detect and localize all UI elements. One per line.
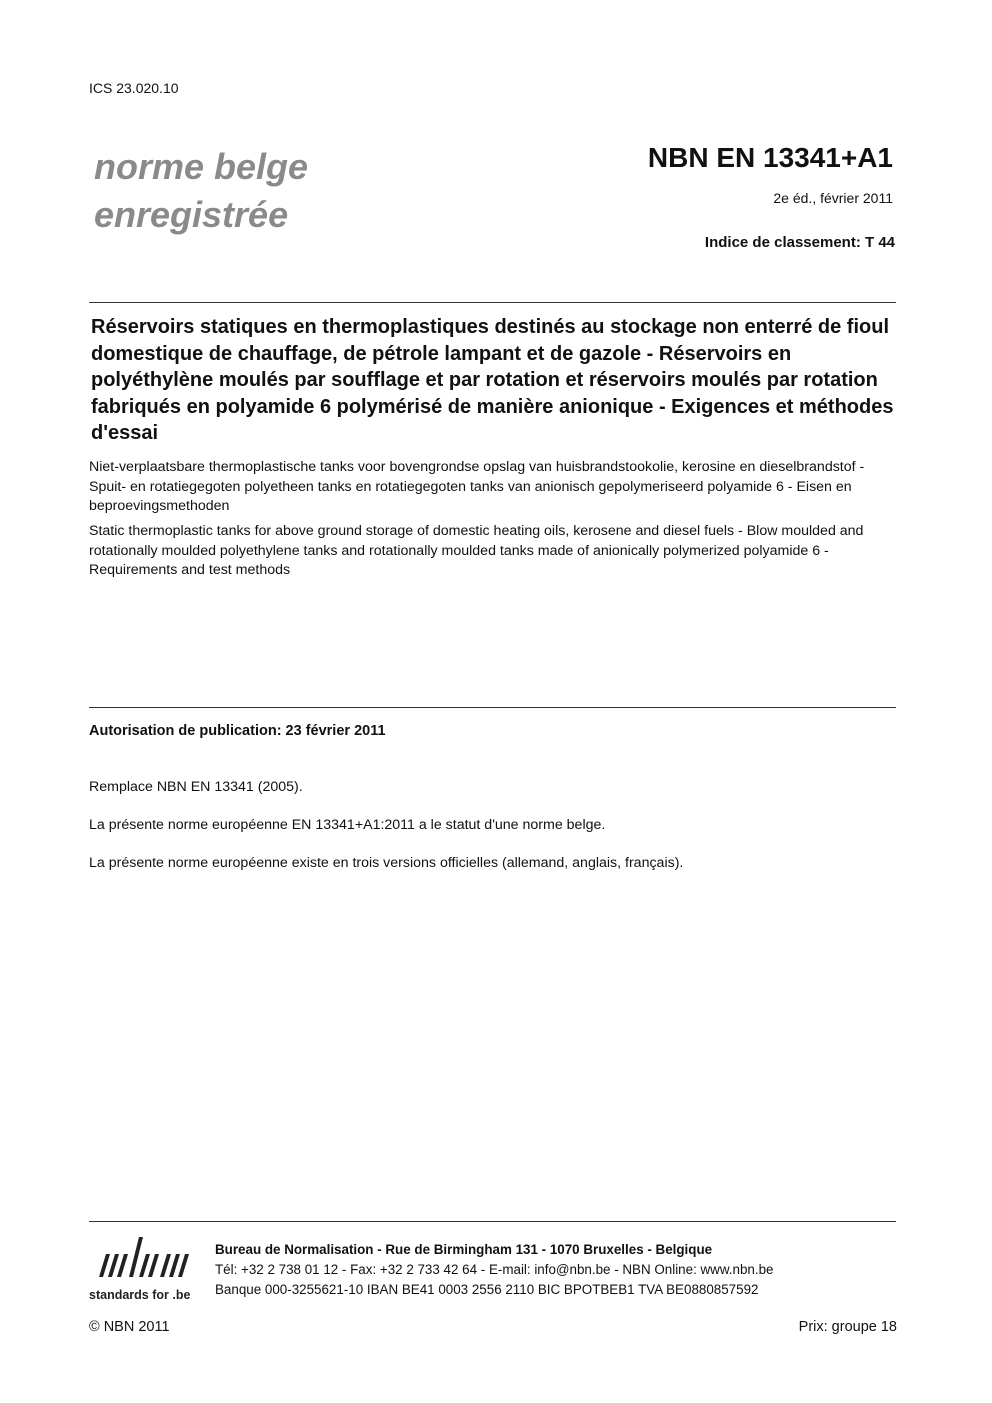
standard-code: NBN EN 13341+A1 [647,142,893,173]
divider-middle [89,707,896,708]
edition-date: 2e éd., février 2011 [773,190,893,206]
divider-top [89,302,896,303]
brand-line-1: norme belge [94,146,309,187]
footer-contact-block [215,1240,773,1300]
ics-code: ICS 23.020.10 [89,80,179,96]
publication-authorisation: Autorisation de publication: 23 février 2011 [89,723,386,739]
footer-address: Bureau de Normalisation - Rue de Birmingham 131 - 1070 Bruxelles - Belgique [215,1242,713,1257]
copyright: © NBN 2011 [89,1319,170,1335]
replaces-note: Remplace NBN EN 13341 (2005). [89,779,303,795]
versions-note: La présente norme européenne existe en trois versions officielles (allemand, anglais, français). [89,855,684,871]
title-french: Réservoirs statiques en thermoplastiques destinés au stockage non enterré de fioul domestique de chauffage, de pétrole lampant et de gazole - Réservoirs en polyéthylène moulés par soufflage et par rotation et réservoirs moulés par rotation fabriqués en polyamide 6 polymérisé de manière anionique - Exigences et méthodes d'essai [91,316,894,444]
title-english: Static thermoplastic tanks for above ground storage of domestic heating oils, kerosene and diesel fuels - Blow moulded and rotationally moulded polyethylene tanks and rotationally moulded tanks made of anionically polymerized polyamide 6 - Requirements and test methods [89,523,864,578]
status-note: La présente norme européenne EN 13341+A1:2011 a le statut d'une norme belge. [89,817,606,833]
brand-line-2: enregistrée [94,194,289,235]
footer-bank: Banque 000-3255621-10 IBAN BE41 0003 2556 2110 BIC BPOTBEB1 TVA BE0880857592 [215,1282,759,1297]
footer-contact: Tél: +32 2 738 01 12 - Fax: +32 2 733 42 64 - E-mail: info@nbn.be - NBN Online: www.nbn.be [215,1262,774,1277]
logo-tagline: standards for .be [89,1288,191,1302]
nbn-logo [89,1232,204,1304]
classification-index: Indice de classement: T 44 [704,234,895,251]
brand-title [94,143,308,239]
price-group: Prix: groupe 18 [798,1319,897,1335]
divider-footer [89,1221,896,1222]
title-dutch: Niet-verplaatsbare thermoplastische tanks voor bovengrondse opslag van huisbrandstookolie, kerosine en dieselbrandstof - Spuit- en rotatiegegoten polyetheen tanks en rotatiegegoten tanks van anionisch gepolymeriseerd polyamide 6 - Eisen en beproevingsmethoden [89,459,865,514]
nbn-logo-mark [99,1237,189,1277]
